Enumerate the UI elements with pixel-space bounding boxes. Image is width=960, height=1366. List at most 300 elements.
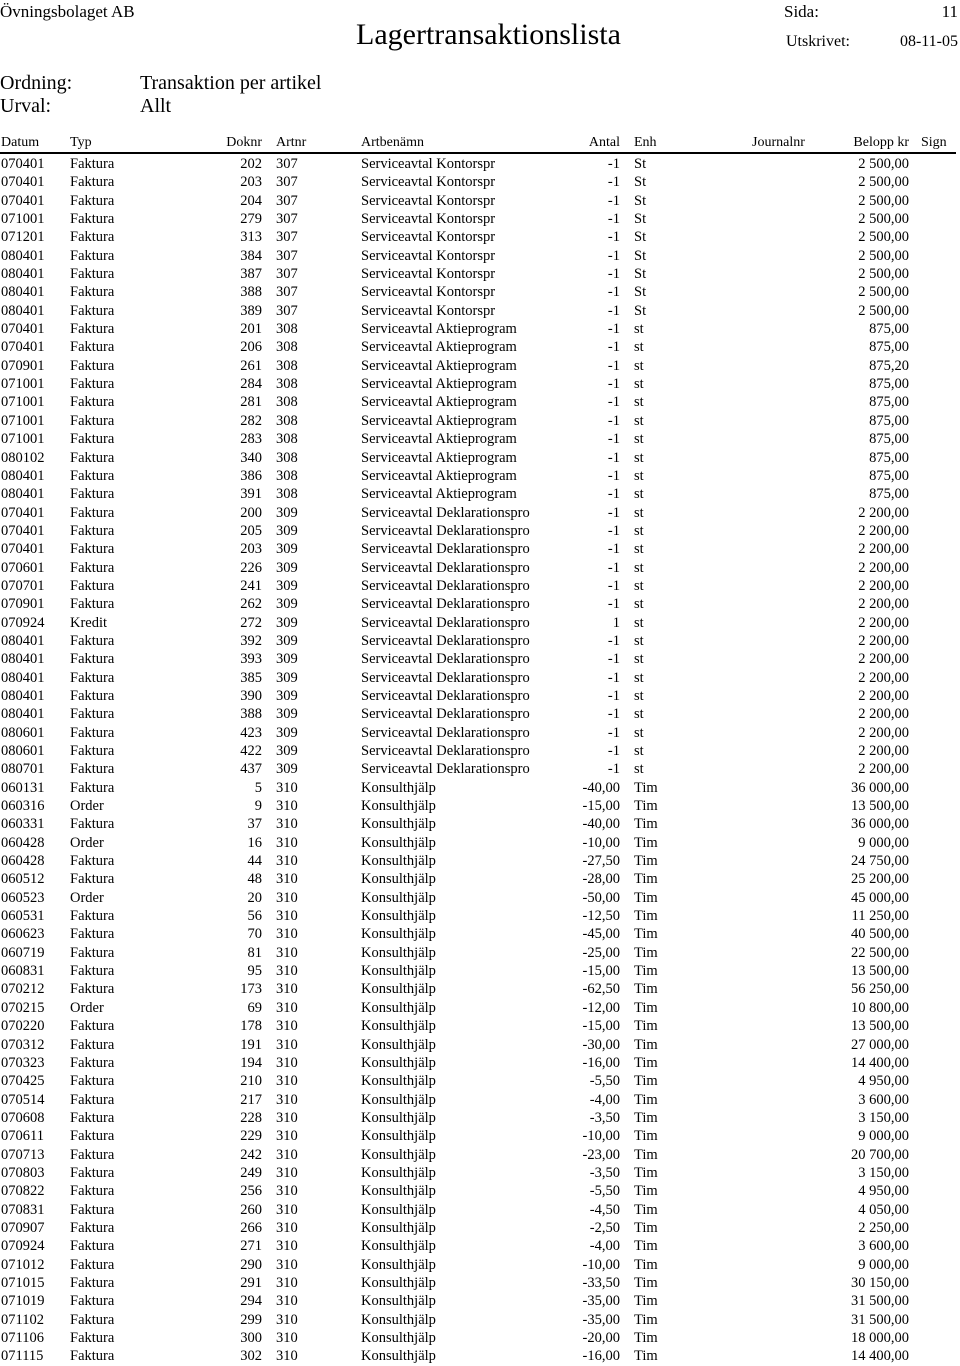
cell-artnr: 310 xyxy=(276,1036,298,1053)
cell-artnr: 309 xyxy=(276,724,298,741)
cell-antal: -1 xyxy=(607,743,620,759)
cell-belopp: 2 200,00 xyxy=(858,632,909,649)
printed-date: 08-11-05 xyxy=(899,33,958,50)
cell-datum: 080401 xyxy=(1,687,45,704)
cell-artbenamn: Serviceavtal Deklarationspro xyxy=(361,706,530,723)
cell-doknr: 5 xyxy=(254,779,262,796)
cell-antal: -10,00 xyxy=(582,1256,620,1273)
cell-belopp: 24 750,00 xyxy=(851,853,909,870)
cell-enh: Tim xyxy=(634,1128,658,1145)
cell-belopp: 14 400,00 xyxy=(851,1348,909,1365)
cell-belopp: 2 200,00 xyxy=(858,724,909,741)
cell-antal: -45,00 xyxy=(582,926,620,943)
table-row xyxy=(0,173,960,191)
cell-datum: 080401 xyxy=(1,486,45,503)
table-row xyxy=(0,265,960,283)
cell-artbenamn: Serviceavtal Kontorspr xyxy=(361,174,496,191)
cell-datum: 070401 xyxy=(1,192,45,209)
cell-artnr: 310 xyxy=(276,1348,298,1365)
cell-antal: -5,50 xyxy=(589,1183,620,1200)
cell-artnr: 310 xyxy=(276,1164,298,1181)
table-row xyxy=(0,815,960,833)
cell-belopp: 2 500,00 xyxy=(858,192,909,209)
cell-datum: 070822 xyxy=(1,1183,45,1200)
cell-artnr: 309 xyxy=(276,541,298,558)
cell-antal: -20,00 xyxy=(582,1330,620,1346)
cell-artbenamn: Serviceavtal Deklarationspro xyxy=(361,724,530,741)
cell-doknr: 20 xyxy=(247,889,262,906)
cell-typ: Faktura xyxy=(70,449,115,466)
cell-typ: Faktura xyxy=(70,174,115,191)
cell-artnr: 310 xyxy=(276,1293,298,1310)
cell-doknr: 203 xyxy=(240,541,262,558)
table-row xyxy=(0,1182,960,1200)
cell-belopp: 2 200,00 xyxy=(858,669,909,686)
selection-label: Urval: xyxy=(0,95,52,117)
cell-enh: Tim xyxy=(634,1183,658,1200)
cell-artbenamn: Konsulthjälp xyxy=(361,1018,436,1035)
cell-datum: 070401 xyxy=(1,522,45,539)
cell-belopp: 2 200,00 xyxy=(858,596,909,613)
cell-doknr: 201 xyxy=(240,321,262,338)
cell-enh: Tim xyxy=(634,1109,658,1126)
table-row xyxy=(0,1164,960,1182)
cell-typ: Order xyxy=(70,889,104,906)
cell-antal: -4,00 xyxy=(589,1091,620,1108)
cell-enh: St xyxy=(634,174,647,191)
cell-datum: 070901 xyxy=(1,596,45,613)
cell-artbenamn: Konsulthjälp xyxy=(361,926,436,943)
cell-antal: -30,00 xyxy=(582,1036,620,1053)
cell-enh: st xyxy=(634,559,644,576)
table-row xyxy=(0,852,960,870)
cell-enh: Tim xyxy=(634,1311,658,1328)
table-row xyxy=(0,559,960,577)
cell-typ: Faktura xyxy=(70,1219,115,1236)
cell-typ: Faktura xyxy=(70,1274,115,1291)
cell-artnr: 307 xyxy=(276,266,298,283)
cell-artnr: 310 xyxy=(276,889,298,906)
cell-antal: -4,00 xyxy=(589,1238,620,1255)
cell-belopp: 3 150,00 xyxy=(858,1109,909,1126)
table-row xyxy=(0,504,960,522)
cell-artbenamn: Serviceavtal Kontorspr xyxy=(361,192,496,209)
cell-antal: -16,00 xyxy=(582,1348,620,1365)
cell-artnr: 308 xyxy=(276,394,298,411)
cell-doknr: 81 xyxy=(247,944,262,961)
cell-enh: Tim xyxy=(634,1201,658,1218)
cell-enh: Tim xyxy=(634,853,658,870)
cell-typ: Faktura xyxy=(70,229,115,246)
col-sign: Sign xyxy=(921,135,947,150)
table-row xyxy=(0,1347,960,1365)
table-row xyxy=(0,724,960,742)
cell-enh: Tim xyxy=(634,1018,658,1035)
cell-doknr: 385 xyxy=(240,669,262,686)
cell-antal: -1 xyxy=(607,577,620,594)
cell-belopp: 31 500,00 xyxy=(851,1311,909,1328)
cell-datum: 080401 xyxy=(1,651,45,668)
cell-typ: Faktura xyxy=(70,376,115,393)
cell-belopp: 18 000,00 xyxy=(851,1330,909,1346)
cell-enh: st xyxy=(634,467,644,484)
table-row xyxy=(0,797,960,815)
cell-artbenamn: Serviceavtal Kontorspr xyxy=(361,156,496,172)
cell-antal: -3,50 xyxy=(589,1164,620,1181)
cell-typ: Faktura xyxy=(70,1054,115,1071)
cell-doknr: 302 xyxy=(240,1348,262,1365)
cell-artnr: 309 xyxy=(276,743,298,759)
cell-doknr: 290 xyxy=(240,1256,262,1273)
table-row xyxy=(0,1054,960,1072)
table-row xyxy=(0,1219,960,1237)
cell-artnr: 309 xyxy=(276,706,298,723)
cell-antal: -1 xyxy=(607,504,620,521)
cell-belopp: 56 250,00 xyxy=(851,981,909,998)
cell-doknr: 70 xyxy=(247,926,262,943)
cell-enh: st xyxy=(634,412,644,429)
printed-label: Utskrivet: xyxy=(786,33,850,50)
cell-typ: Faktura xyxy=(70,486,115,503)
cell-belopp: 14 400,00 xyxy=(851,1054,909,1071)
cell-artbenamn: Serviceavtal Aktieprogram xyxy=(361,357,517,374)
cell-artnr: 310 xyxy=(276,1330,298,1346)
cell-antal: -1 xyxy=(607,706,620,723)
cell-doknr: 226 xyxy=(240,559,262,576)
cell-typ: Faktura xyxy=(70,156,115,172)
cell-datum: 060523 xyxy=(1,889,45,906)
cell-typ: Faktura xyxy=(70,706,115,723)
cell-artbenamn: Konsulthjälp xyxy=(361,1238,436,1255)
table-row xyxy=(0,962,960,980)
col-typ: Typ xyxy=(70,135,92,150)
cell-enh: st xyxy=(634,632,644,649)
cell-antal: -1 xyxy=(607,284,620,301)
cell-enh: Tim xyxy=(634,779,658,796)
table-row xyxy=(0,375,960,393)
report-title: Lagertransaktionslista xyxy=(356,18,621,51)
table-row xyxy=(0,925,960,943)
cell-enh: Tim xyxy=(634,889,658,906)
cell-doknr: 393 xyxy=(240,651,262,668)
cell-artnr: 308 xyxy=(276,339,298,356)
cell-artbenamn: Serviceavtal Kontorspr xyxy=(361,302,496,319)
cell-datum: 070401 xyxy=(1,541,45,558)
table-row xyxy=(0,1201,960,1219)
cell-enh: st xyxy=(634,394,644,411)
table-row xyxy=(0,467,960,485)
table-row xyxy=(0,944,960,962)
cell-artnr: 310 xyxy=(276,779,298,796)
cell-typ: Faktura xyxy=(70,559,115,576)
cell-typ: Faktura xyxy=(70,1018,115,1035)
cell-typ: Order xyxy=(70,798,104,815)
cell-belopp: 45 000,00 xyxy=(851,889,909,906)
cell-typ: Faktura xyxy=(70,761,115,778)
cell-doknr: 388 xyxy=(240,284,262,301)
cell-datum: 070924 xyxy=(1,614,45,631)
cell-enh: st xyxy=(634,761,644,778)
cell-antal: -1 xyxy=(607,724,620,741)
header-divider xyxy=(0,152,956,154)
cell-artbenamn: Serviceavtal Kontorspr xyxy=(361,211,496,228)
cell-doknr: 282 xyxy=(240,412,262,429)
cell-doknr: 391 xyxy=(240,486,262,503)
cell-datum: 071106 xyxy=(1,1330,44,1346)
cell-belopp: 22 500,00 xyxy=(851,944,909,961)
table-row xyxy=(0,907,960,925)
cell-enh: Tim xyxy=(634,1146,658,1163)
cell-artnr: 310 xyxy=(276,1219,298,1236)
cell-doknr: 266 xyxy=(240,1219,262,1236)
table-row xyxy=(0,1274,960,1292)
cell-doknr: 202 xyxy=(240,156,262,172)
cell-typ: Faktura xyxy=(70,321,115,338)
cell-artnr: 308 xyxy=(276,467,298,484)
cell-artnr: 310 xyxy=(276,1073,298,1090)
cell-enh: Tim xyxy=(634,1164,658,1181)
cell-antal: -1 xyxy=(607,229,620,246)
cell-artbenamn: Serviceavtal Deklarationspro xyxy=(361,614,530,631)
cell-belopp: 875,00 xyxy=(869,376,909,393)
cell-antal: -1 xyxy=(607,266,620,283)
cell-datum: 060428 xyxy=(1,834,45,851)
cell-belopp: 3 600,00 xyxy=(858,1238,909,1255)
cell-artnr: 308 xyxy=(276,486,298,503)
cell-antal: -25,00 xyxy=(582,944,620,961)
cell-doknr: 203 xyxy=(240,174,262,191)
cell-artbenamn: Konsulthjälp xyxy=(361,1293,436,1310)
cell-artbenamn: Serviceavtal Aktieprogram xyxy=(361,467,517,484)
cell-typ: Faktura xyxy=(70,431,115,448)
cell-antal: -12,50 xyxy=(582,908,620,925)
cell-doknr: 340 xyxy=(240,449,262,466)
cell-doknr: 242 xyxy=(240,1146,262,1163)
cell-antal: -1 xyxy=(607,357,620,374)
cell-datum: 070907 xyxy=(1,1219,45,1236)
cell-enh: Tim xyxy=(634,1256,658,1273)
cell-artnr: 309 xyxy=(276,522,298,539)
cell-datum: 070803 xyxy=(1,1164,45,1181)
cell-enh: st xyxy=(634,357,644,374)
table-row xyxy=(0,577,960,595)
cell-belopp: 36 000,00 xyxy=(851,779,909,796)
cell-enh: Tim xyxy=(634,944,658,961)
cell-datum: 080401 xyxy=(1,284,45,301)
cell-artbenamn: Konsulthjälp xyxy=(361,963,436,980)
cell-artnr: 307 xyxy=(276,192,298,209)
table-row xyxy=(0,302,960,320)
cell-artbenamn: Konsulthjälp xyxy=(361,871,436,888)
cell-enh: St xyxy=(634,211,647,228)
order-value: Transaktion per artikel xyxy=(140,72,322,94)
cell-artnr: 310 xyxy=(276,1201,298,1218)
cell-belopp: 875,00 xyxy=(869,467,909,484)
cell-typ: Faktura xyxy=(70,192,115,209)
cell-belopp: 13 500,00 xyxy=(851,798,909,815)
cell-artbenamn: Serviceavtal Deklarationspro xyxy=(361,632,530,649)
cell-belopp: 9 000,00 xyxy=(858,834,909,851)
cell-artbenamn: Serviceavtal Aktieprogram xyxy=(361,394,517,411)
cell-doknr: 205 xyxy=(240,522,262,539)
cell-doknr: 256 xyxy=(240,1183,262,1200)
cell-typ: Faktura xyxy=(70,944,115,961)
table-row xyxy=(0,393,960,411)
cell-typ: Faktura xyxy=(70,816,115,833)
cell-artnr: 310 xyxy=(276,1274,298,1291)
cell-belopp: 11 250,00 xyxy=(851,908,909,925)
cell-antal: -15,00 xyxy=(582,798,620,815)
cell-artbenamn: Konsulthjälp xyxy=(361,908,436,925)
cell-doknr: 279 xyxy=(240,211,262,228)
cell-enh: Tim xyxy=(634,871,658,888)
cell-datum: 070220 xyxy=(1,1018,45,1035)
table-row xyxy=(0,779,960,797)
cell-typ: Faktura xyxy=(70,1238,115,1255)
cell-enh: st xyxy=(634,522,644,539)
cell-doknr: 69 xyxy=(247,999,262,1016)
cell-enh: st xyxy=(634,339,644,356)
cell-artnr: 310 xyxy=(276,908,298,925)
cell-typ: Faktura xyxy=(70,1073,115,1090)
cell-enh: st xyxy=(634,504,644,521)
cell-artnr: 310 xyxy=(276,944,298,961)
table-row xyxy=(0,1017,960,1035)
cell-doknr: 260 xyxy=(240,1201,262,1218)
table-row xyxy=(0,283,960,301)
cell-doknr: 191 xyxy=(240,1036,262,1053)
cell-doknr: 313 xyxy=(240,229,262,246)
cell-doknr: 37 xyxy=(247,816,262,833)
cell-belopp: 25 200,00 xyxy=(851,871,909,888)
table-row xyxy=(0,889,960,907)
cell-enh: Tim xyxy=(634,1330,658,1346)
cell-belopp: 875,20 xyxy=(869,357,909,374)
table-row xyxy=(0,1311,960,1329)
cell-belopp: 3 600,00 xyxy=(858,1091,909,1108)
cell-antal: -62,50 xyxy=(582,981,620,998)
cell-typ: Faktura xyxy=(70,577,115,594)
cell-enh: Tim xyxy=(634,1054,658,1071)
cell-artbenamn: Konsulthjälp xyxy=(361,1073,436,1090)
cell-enh: st xyxy=(634,449,644,466)
table-row xyxy=(0,980,960,998)
cell-artnr: 310 xyxy=(276,1146,298,1163)
cell-belopp: 2 200,00 xyxy=(858,706,909,723)
cell-belopp: 27 000,00 xyxy=(851,1036,909,1053)
cell-belopp: 875,00 xyxy=(869,431,909,448)
cell-belopp: 2 200,00 xyxy=(858,651,909,668)
cell-artbenamn: Serviceavtal Deklarationspro xyxy=(361,504,530,521)
table-row xyxy=(0,614,960,632)
cell-antal: -1 xyxy=(607,211,620,228)
cell-typ: Order xyxy=(70,834,104,851)
cell-datum: 070901 xyxy=(1,357,45,374)
cell-belopp: 875,00 xyxy=(869,412,909,429)
cell-enh: Tim xyxy=(634,1091,658,1108)
col-journalnr: Journalnr xyxy=(752,135,805,150)
cell-doknr: 271 xyxy=(240,1238,262,1255)
cell-antal: -1 xyxy=(607,596,620,613)
col-artbenamn: Artbenämn xyxy=(361,135,424,150)
cell-datum: 070831 xyxy=(1,1201,45,1218)
cell-artbenamn: Konsulthjälp xyxy=(361,1164,436,1181)
cell-typ: Faktura xyxy=(70,963,115,980)
cell-artnr: 310 xyxy=(276,1054,298,1071)
table-row xyxy=(0,247,960,265)
table-row xyxy=(0,522,960,540)
table-row xyxy=(0,1072,960,1090)
table-row xyxy=(0,705,960,723)
cell-doknr: 299 xyxy=(240,1311,262,1328)
cell-artnr: 310 xyxy=(276,1183,298,1200)
cell-typ: Faktura xyxy=(70,211,115,228)
cell-datum: 071001 xyxy=(1,412,45,429)
cell-antal: -1 xyxy=(607,669,620,686)
cell-artnr: 309 xyxy=(276,761,298,778)
cell-antal: -1 xyxy=(607,174,620,191)
cell-artnr: 310 xyxy=(276,816,298,833)
cell-artbenamn: Serviceavtal Aktieprogram xyxy=(361,431,517,448)
cell-datum: 080601 xyxy=(1,743,45,759)
table-row xyxy=(0,632,960,650)
cell-datum: 070601 xyxy=(1,559,45,576)
cell-datum: 060512 xyxy=(1,871,45,888)
cell-antal: -1 xyxy=(607,394,620,411)
cell-doknr: 384 xyxy=(240,247,262,264)
cell-doknr: 228 xyxy=(240,1109,262,1126)
cell-enh: Tim xyxy=(634,963,658,980)
cell-enh: Tim xyxy=(634,834,658,851)
cell-artnr: 307 xyxy=(276,174,298,191)
cell-datum: 070611 xyxy=(1,1128,44,1145)
cell-typ: Faktura xyxy=(70,284,115,301)
cell-enh: St xyxy=(634,192,647,209)
cell-belopp: 875,00 xyxy=(869,339,909,356)
table-row xyxy=(0,870,960,888)
cell-datum: 070401 xyxy=(1,504,45,521)
cell-antal: -15,00 xyxy=(582,1018,620,1035)
cell-belopp: 2 200,00 xyxy=(858,614,909,631)
cell-belopp: 9 000,00 xyxy=(858,1128,909,1145)
cell-antal: -16,00 xyxy=(582,1054,620,1071)
cell-artbenamn: Konsulthjälp xyxy=(361,1256,436,1273)
cell-antal: -15,00 xyxy=(582,963,620,980)
cell-artbenamn: Serviceavtal Deklarationspro xyxy=(361,761,530,778)
cell-artbenamn: Konsulthjälp xyxy=(361,1274,436,1291)
cell-datum: 080701 xyxy=(1,761,45,778)
cell-artbenamn: Serviceavtal Deklarationspro xyxy=(361,687,530,704)
cell-antal: -1 xyxy=(607,449,620,466)
cell-doknr: 210 xyxy=(240,1073,262,1090)
cell-enh: Tim xyxy=(634,1036,658,1053)
cell-artnr: 309 xyxy=(276,687,298,704)
cell-enh: Tim xyxy=(634,1348,658,1365)
cell-artbenamn: Konsulthjälp xyxy=(361,1091,436,1108)
cell-artnr: 309 xyxy=(276,559,298,576)
cell-artbenamn: Konsulthjälp xyxy=(361,1219,436,1236)
table-row xyxy=(0,320,960,338)
cell-datum: 070924 xyxy=(1,1238,45,1255)
cell-doknr: 283 xyxy=(240,431,262,448)
cell-belopp: 20 700,00 xyxy=(851,1146,909,1163)
cell-belopp: 2 500,00 xyxy=(858,229,909,246)
table-row xyxy=(0,1292,960,1310)
cell-datum: 071201 xyxy=(1,229,45,246)
cell-enh: st xyxy=(634,614,644,631)
table-row xyxy=(0,430,960,448)
cell-datum: 070401 xyxy=(1,156,45,172)
